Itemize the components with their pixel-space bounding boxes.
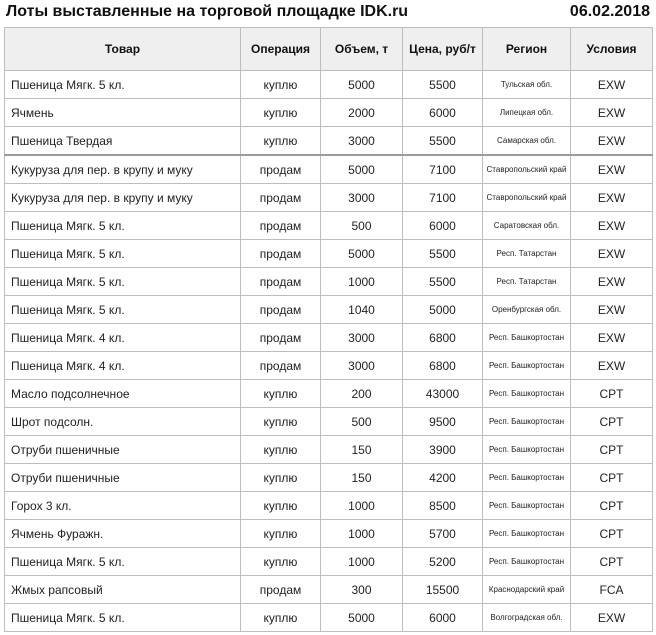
cell-price: 6800	[403, 352, 483, 380]
cell-price: 6800	[403, 324, 483, 352]
table-row	[5, 184, 653, 212]
table-header-row	[5, 28, 653, 71]
cell-region: Респ. Татарстан	[483, 240, 571, 268]
cell-volume: 3000	[321, 324, 403, 352]
cell-operation: куплю	[241, 604, 321, 632]
cell-price: 5500	[403, 268, 483, 296]
cell-region: Респ. Башкортостан	[483, 324, 571, 352]
column-header-terms: Условия	[571, 28, 653, 71]
cell-price: 5700	[403, 520, 483, 548]
cell-volume: 1040	[321, 296, 403, 324]
cell-operation: продам	[241, 184, 321, 212]
cell-volume: 3000	[321, 127, 403, 156]
cell-product: Пшеница Мягк. 5 кл.	[5, 71, 241, 99]
cell-product: Отруби пшеничные	[5, 464, 241, 492]
table-row	[5, 576, 653, 604]
cell-region: Краснодарский край	[483, 576, 571, 604]
cell-terms: EXW	[571, 212, 653, 240]
cell-operation: куплю	[241, 436, 321, 464]
table-row	[5, 436, 653, 464]
cell-region: Респ. Башкортостан	[483, 464, 571, 492]
cell-terms: EXW	[571, 352, 653, 380]
cell-region: Ставропольский край	[483, 155, 571, 184]
cell-region: Респ. Башкортостан	[483, 520, 571, 548]
cell-operation: продам	[241, 155, 321, 184]
table-row	[5, 492, 653, 520]
cell-price: 7100	[403, 184, 483, 212]
cell-terms: EXW	[571, 296, 653, 324]
cell-operation: куплю	[241, 520, 321, 548]
cell-terms: FCA	[571, 576, 653, 604]
cell-product: Шрот подсолн.	[5, 408, 241, 436]
cell-region: Респ. Башкортостан	[483, 548, 571, 576]
cell-terms: CPT	[571, 436, 653, 464]
cell-price: 6000	[403, 99, 483, 127]
cell-price: 15500	[403, 576, 483, 604]
table-row	[5, 99, 653, 127]
cell-volume: 3000	[321, 184, 403, 212]
cell-price: 5500	[403, 240, 483, 268]
cell-region: Респ. Башкортостан	[483, 492, 571, 520]
cell-region: Тульская обл.	[483, 71, 571, 99]
table-row	[5, 296, 653, 324]
cell-product: Пшеница Твердая	[5, 127, 241, 156]
cell-volume: 5000	[321, 604, 403, 632]
lots-table	[4, 27, 653, 632]
cell-product: Жмых рапсовый	[5, 576, 241, 604]
cell-operation: куплю	[241, 380, 321, 408]
cell-volume: 200	[321, 380, 403, 408]
cell-operation: продам	[241, 576, 321, 604]
cell-product: Отруби пшеничные	[5, 436, 241, 464]
cell-operation: продам	[241, 212, 321, 240]
cell-operation: куплю	[241, 127, 321, 156]
cell-region: Самарская обл.	[483, 127, 571, 156]
cell-region: Оренбургская обл.	[483, 296, 571, 324]
cell-operation: продам	[241, 268, 321, 296]
cell-product: Кукуруза для пер. в крупу и муку	[5, 155, 241, 184]
cell-price: 5500	[403, 71, 483, 99]
cell-price: 4200	[403, 464, 483, 492]
cell-region: Волгоградская обл.	[483, 604, 571, 632]
table-row	[5, 352, 653, 380]
table-row	[5, 548, 653, 576]
cell-region: Респ. Башкортостан	[483, 380, 571, 408]
cell-operation: куплю	[241, 408, 321, 436]
table-row	[5, 380, 653, 408]
cell-terms: EXW	[571, 99, 653, 127]
cell-operation: продам	[241, 240, 321, 268]
cell-region: Липецкая обл.	[483, 99, 571, 127]
cell-product: Пшеница Мягк. 5 кл.	[5, 548, 241, 576]
cell-operation: продам	[241, 324, 321, 352]
cell-volume: 300	[321, 576, 403, 604]
cell-volume: 1000	[321, 520, 403, 548]
cell-terms: EXW	[571, 240, 653, 268]
cell-price: 7100	[403, 155, 483, 184]
cell-price: 8500	[403, 492, 483, 520]
cell-terms: CPT	[571, 548, 653, 576]
cell-operation: куплю	[241, 71, 321, 99]
cell-price: 5000	[403, 296, 483, 324]
table-row	[5, 127, 653, 156]
cell-product: Ячмень Фуражн.	[5, 520, 241, 548]
cell-volume: 2000	[321, 99, 403, 127]
cell-volume: 500	[321, 212, 403, 240]
cell-region: Ставропольский край	[483, 184, 571, 212]
cell-price: 5200	[403, 548, 483, 576]
table-row	[5, 240, 653, 268]
cell-terms: EXW	[571, 268, 653, 296]
cell-price: 9500	[403, 408, 483, 436]
cell-operation: куплю	[241, 464, 321, 492]
cell-price: 3900	[403, 436, 483, 464]
cell-volume: 3000	[321, 352, 403, 380]
table-row	[5, 408, 653, 436]
cell-operation: куплю	[241, 492, 321, 520]
table-row	[5, 604, 653, 632]
cell-product: Пшеница Мягк. 5 кл.	[5, 296, 241, 324]
column-header-price: Цена, руб/т	[403, 28, 483, 71]
cell-price: 43000	[403, 380, 483, 408]
cell-product: Пшеница Мягк. 4 кл.	[5, 352, 241, 380]
report-date: 06.02.2018	[569, 3, 650, 20]
cell-region: Респ. Башкортостан	[483, 408, 571, 436]
cell-product: Пшеница Мягк. 5 кл.	[5, 604, 241, 632]
cell-product: Пшеница Мягк. 4 кл.	[5, 324, 241, 352]
column-header-operation: Операция	[241, 28, 321, 71]
cell-terms: CPT	[571, 520, 653, 548]
column-header-region: Регион	[483, 28, 571, 71]
cell-price: 5500	[403, 127, 483, 156]
cell-region: Респ. Башкортостан	[483, 436, 571, 464]
cell-price: 6000	[403, 212, 483, 240]
table-row	[5, 71, 653, 99]
table-row	[5, 155, 653, 184]
cell-volume: 1000	[321, 548, 403, 576]
column-header-product: Товар	[5, 28, 241, 71]
cell-terms: EXW	[571, 324, 653, 352]
cell-operation: куплю	[241, 548, 321, 576]
cell-price: 6000	[403, 604, 483, 632]
cell-volume: 150	[321, 436, 403, 464]
column-header-volume: Объем, т	[321, 28, 403, 71]
cell-region: Респ. Башкортостан	[483, 352, 571, 380]
cell-operation: продам	[241, 296, 321, 324]
cell-product: Пшеница Мягк. 5 кл.	[5, 212, 241, 240]
cell-product: Пшеница Мягк. 5 кл.	[5, 268, 241, 296]
cell-volume: 5000	[321, 71, 403, 99]
cell-product: Ячмень	[5, 99, 241, 127]
cell-terms: CPT	[571, 408, 653, 436]
cell-volume: 150	[321, 464, 403, 492]
page-title: Лоты выставленные на торговой площадке IDK.ru	[6, 3, 409, 20]
cell-terms: EXW	[571, 184, 653, 212]
cell-product: Масло подсолнечное	[5, 380, 241, 408]
table-body	[5, 71, 653, 632]
cell-volume: 500	[321, 408, 403, 436]
cell-terms: EXW	[571, 604, 653, 632]
table-row	[5, 520, 653, 548]
cell-volume: 5000	[321, 155, 403, 184]
table-row	[5, 268, 653, 296]
cell-product: Пшеница Мягк. 5 кл.	[5, 240, 241, 268]
cell-product: Горох 3 кл.	[5, 492, 241, 520]
cell-volume: 1000	[321, 268, 403, 296]
cell-volume: 1000	[321, 492, 403, 520]
table-row	[5, 464, 653, 492]
cell-terms: CPT	[571, 380, 653, 408]
table-row	[5, 324, 653, 352]
cell-region: Респ. Татарстан	[483, 268, 571, 296]
cell-volume: 5000	[321, 240, 403, 268]
cell-operation: куплю	[241, 99, 321, 127]
cell-operation: продам	[241, 352, 321, 380]
cell-product: Кукуруза для пер. в крупу и муку	[5, 184, 241, 212]
cell-terms: EXW	[571, 127, 653, 156]
cell-terms: EXW	[571, 155, 653, 184]
cell-region: Саратовская обл.	[483, 212, 571, 240]
table-row	[5, 212, 653, 240]
cell-terms: EXW	[571, 71, 653, 99]
cell-terms: CPT	[571, 464, 653, 492]
cell-terms: CPT	[571, 492, 653, 520]
